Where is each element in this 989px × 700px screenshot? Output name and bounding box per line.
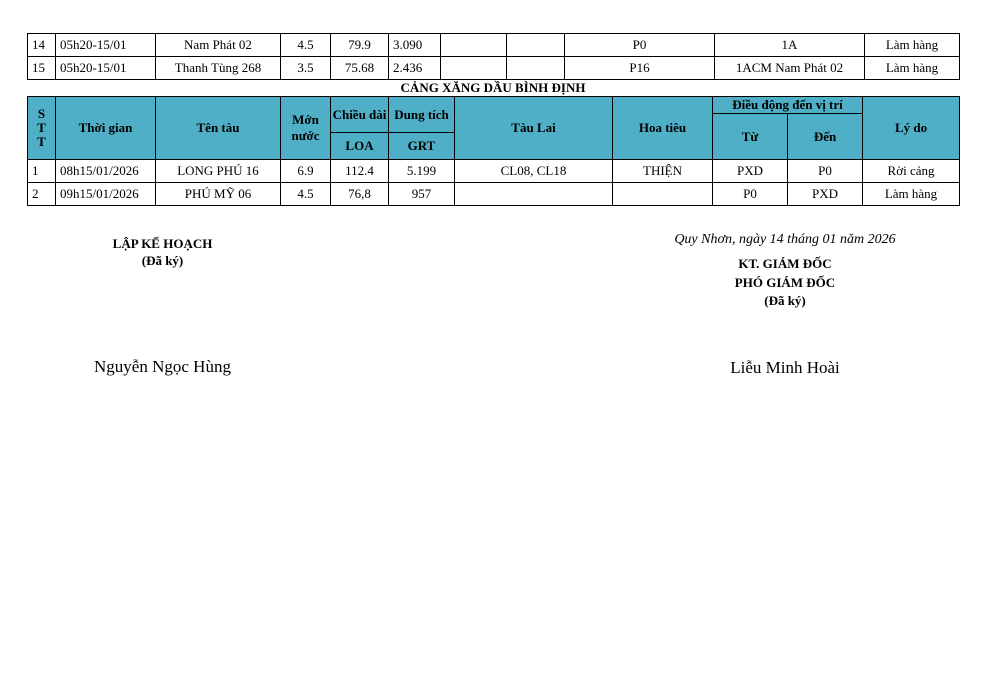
cell-stt: 2 bbox=[28, 183, 56, 206]
header-from: Từ bbox=[713, 114, 788, 160]
cell-tug bbox=[455, 183, 613, 206]
cell-tug bbox=[441, 57, 507, 80]
cell-reason: Làm hàng bbox=[863, 183, 960, 206]
header-grt: GRT bbox=[389, 133, 455, 160]
planner-name: Nguyễn Ngọc Hùng bbox=[94, 357, 231, 376]
header-stt: S T T bbox=[28, 97, 56, 160]
cell-from: P0 bbox=[713, 183, 788, 206]
cell-pilot bbox=[507, 34, 565, 57]
cell-tug bbox=[441, 34, 507, 57]
cell-to: P0 bbox=[788, 160, 863, 183]
header-loa: LOA bbox=[331, 133, 389, 160]
previous-port-table bbox=[27, 33, 960, 80]
cell-to: 1A bbox=[715, 34, 865, 57]
cell-to: 1ACM Nam Phát 02 bbox=[715, 57, 865, 80]
director-name: Liễu Minh Hoài bbox=[730, 358, 840, 377]
cell-time: 05h20-15/01 bbox=[56, 34, 156, 57]
header-tug: Tàu Lai bbox=[455, 97, 613, 160]
cell-reason: Làm hàng bbox=[865, 57, 960, 80]
cell-grt: 5.199 bbox=[389, 160, 455, 183]
cell-tug: CL08, CL18 bbox=[455, 160, 613, 183]
cell-time: 08h15/01/2026 bbox=[56, 160, 156, 183]
director-signed: (Đã ký) bbox=[764, 293, 806, 308]
director-title-1: KT. GIÁM ĐỐC bbox=[738, 256, 832, 271]
header-pilot: Hoa tiêu bbox=[613, 97, 713, 160]
cell-from: P0 bbox=[565, 34, 715, 57]
cell-ship: LONG PHÚ 16 bbox=[156, 160, 281, 183]
cell-ship: PHÚ MỸ 06 bbox=[156, 183, 281, 206]
section-title: CẢNG XĂNG DẦU BÌNH ĐỊNH bbox=[400, 80, 586, 95]
cell-ship: Nam Phát 02 bbox=[156, 34, 281, 57]
cell-time: 09h15/01/2026 bbox=[56, 183, 156, 206]
cell-stt: 1 bbox=[28, 160, 56, 183]
cell-time: 05h20-15/01 bbox=[56, 57, 156, 80]
header-ship: Tên tàu bbox=[156, 97, 281, 160]
cell-ship: Thanh Tùng 268 bbox=[156, 57, 281, 80]
cell-grt: 3.090 bbox=[389, 34, 441, 57]
table-row bbox=[28, 160, 960, 183]
table-row bbox=[28, 34, 960, 57]
cell-loa: 75.68 bbox=[331, 57, 389, 80]
cell-draft: 3.5 bbox=[281, 57, 331, 80]
cell-reason: Làm hàng bbox=[865, 34, 960, 57]
cell-to: PXD bbox=[788, 183, 863, 206]
cell-draft: 6.9 bbox=[281, 160, 331, 183]
cell-pilot bbox=[613, 183, 713, 206]
header-reason: Lý do bbox=[863, 97, 960, 160]
cell-from: P16 bbox=[565, 57, 715, 80]
cell-reason: Rời cảng bbox=[863, 160, 960, 183]
place-date: Quy Nhơn, ngày 14 tháng 01 năm 2026 bbox=[674, 232, 896, 247]
port-schedule-table bbox=[27, 96, 960, 206]
cell-draft: 4.5 bbox=[281, 183, 331, 206]
header-move: Điều động đến vị trí bbox=[713, 97, 863, 114]
header-to: Đến bbox=[788, 114, 863, 160]
cell-grt: 957 bbox=[389, 183, 455, 206]
header-draft: Mớn nước bbox=[281, 97, 331, 160]
cell-draft: 4.5 bbox=[281, 34, 331, 57]
table-row bbox=[28, 57, 960, 80]
planner-title: LẬP KẾ HOẠCH bbox=[112, 236, 213, 251]
cell-pilot: THIỆN bbox=[613, 160, 713, 183]
header-capacity: Dung tích bbox=[389, 97, 455, 133]
table-row bbox=[28, 183, 960, 206]
header-length: Chiều dài bbox=[331, 97, 389, 133]
cell-from: PXD bbox=[713, 160, 788, 183]
header-time: Thời gian bbox=[56, 97, 156, 160]
cell-loa: 112.4 bbox=[331, 160, 389, 183]
cell-stt: 15 bbox=[28, 57, 56, 80]
cell-loa: 76,8 bbox=[331, 183, 389, 206]
director-title-2: PHÓ GIÁM ĐỐC bbox=[734, 275, 836, 290]
planner-signed: (Đã ký) bbox=[141, 253, 184, 268]
cell-pilot bbox=[507, 57, 565, 80]
cell-grt: 2.436 bbox=[389, 57, 441, 80]
cell-loa: 79.9 bbox=[331, 34, 389, 57]
cell-stt: 14 bbox=[28, 34, 56, 57]
